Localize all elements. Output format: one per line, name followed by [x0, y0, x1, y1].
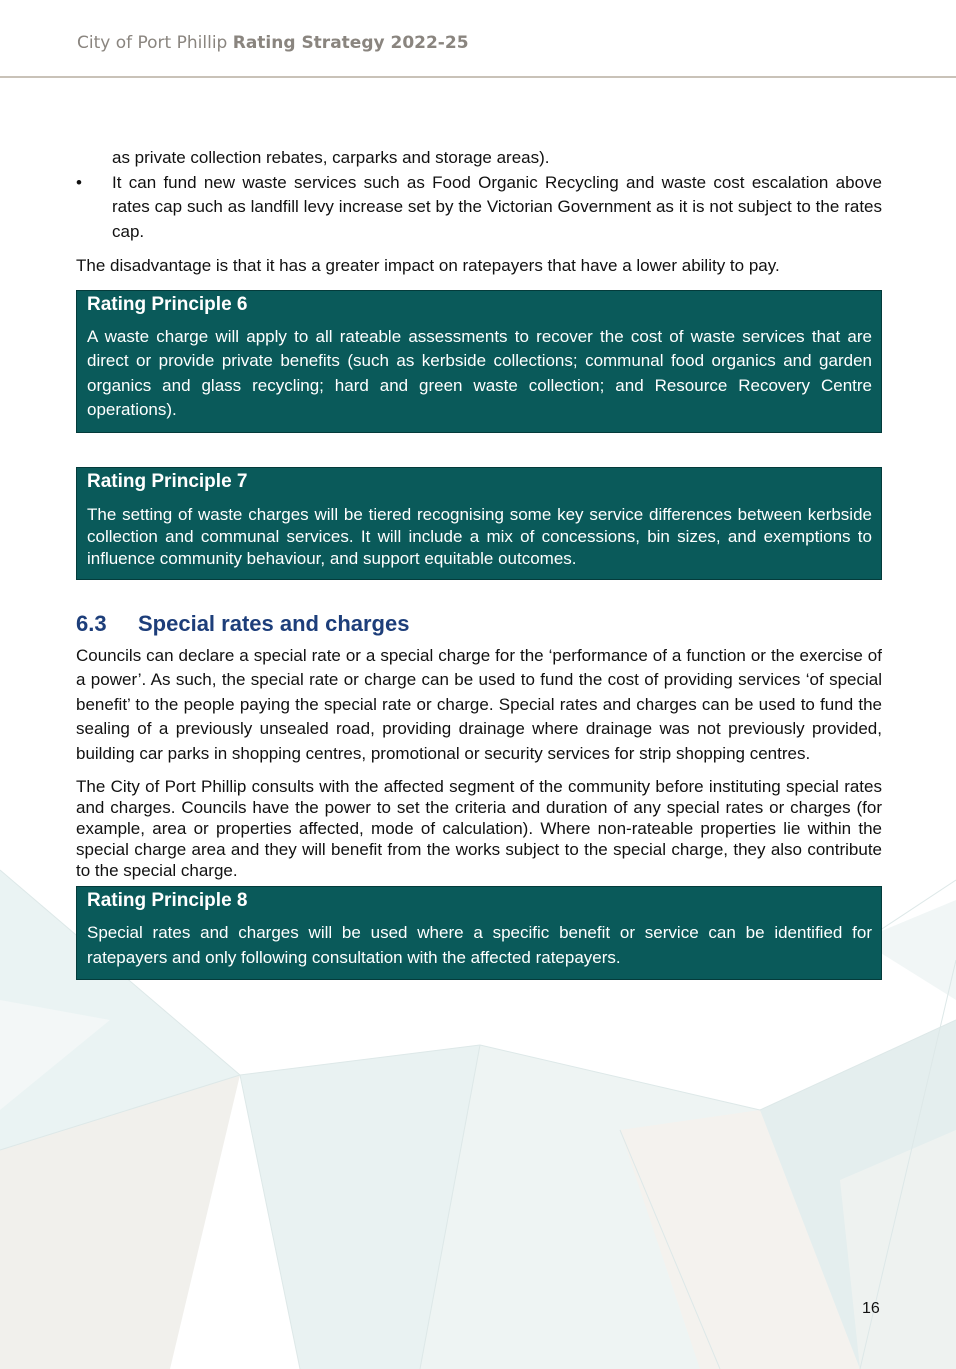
principle-body: A waste charge will apply to all rateable assessments to recover the cost of waste services that are direct or provide private benefits (such as kerbside collections; communal food organics and garden organics and glass recycling; hard and green waste collection; and Resource Recovery Centre operations). [87, 326, 872, 419]
bullet-continuation: as private collection rebates, carparks and storage areas). [112, 148, 550, 167]
principle-body: The setting of waste charges will be tiered recognising some key service differences between kerbside collection and communal services. It will include a mix of concessions, bin sizes, and exemptions to influence community behaviour, and support equitable outcomes. [87, 504, 872, 568]
header-prefix: City of Port Phillip [77, 33, 228, 53]
bullet-text: It can fund new waste services such as Food Organic Recycling and waste cost escalation above rates cap such as landfill levy increase set by the Victorian Government as it is not subject to the rates cap. [112, 172, 882, 241]
principle-title: Rating Principle 7 [87, 470, 248, 492]
page-header [0, 0, 956, 78]
header-document-title: Rating Strategy 2022-25 [232, 33, 469, 53]
section-heading [76, 610, 882, 638]
principle-title: Rating Principle 6 [87, 293, 248, 315]
disadvantage-paragraph: The disadvantage is that it has a greater impact on ratepayers that have a lower ability to pay. [76, 256, 780, 275]
section-number: 6.3 [76, 610, 107, 636]
section-title: Special rates and charges [138, 610, 410, 636]
page-content [76, 146, 882, 980]
section-paragraph: The City of Port Phillip consults with the affected segment of the community before instituting special rates and charges. Councils have the power to set the criteria and duration of any special rates or charges (for example, area or properties affected, mode of calculation). Where non-rateable properties lie within the special charge area and they will benefit from the works subject to the special charge, they also contribute to the special charge. [76, 777, 882, 880]
principle-title: Rating Principle 8 [87, 890, 248, 911]
rating-principle-8-box [76, 886, 882, 980]
principle-body: Special rates and charges will be used where a specific benefit or service can be identified for ratepayers and only following consultation with the affected ratepayers. [87, 923, 872, 967]
header-title [77, 33, 469, 53]
rating-principle-7-box [76, 467, 882, 580]
bullet-list [76, 171, 882, 245]
rating-principle-6-box [76, 290, 882, 433]
bullet-icon: • [76, 172, 82, 192]
list-item [76, 171, 882, 245]
section-paragraph: Councils can declare a special rate or a special charge for the ‘performance of a function or the exercise of a power’. As such, the special rate or charge can be used to fund the cost of providing services ‘of special benefit’ to the people paying the special rate or charge. Special rates and charges can be used to fund the sealing of a previously unsealed road, providing drainage where drainage was not previously provided, building car parks in shopping centres, promotional or security services for strip shopping centres. [76, 645, 882, 763]
page-number: 16 [862, 1300, 880, 1317]
